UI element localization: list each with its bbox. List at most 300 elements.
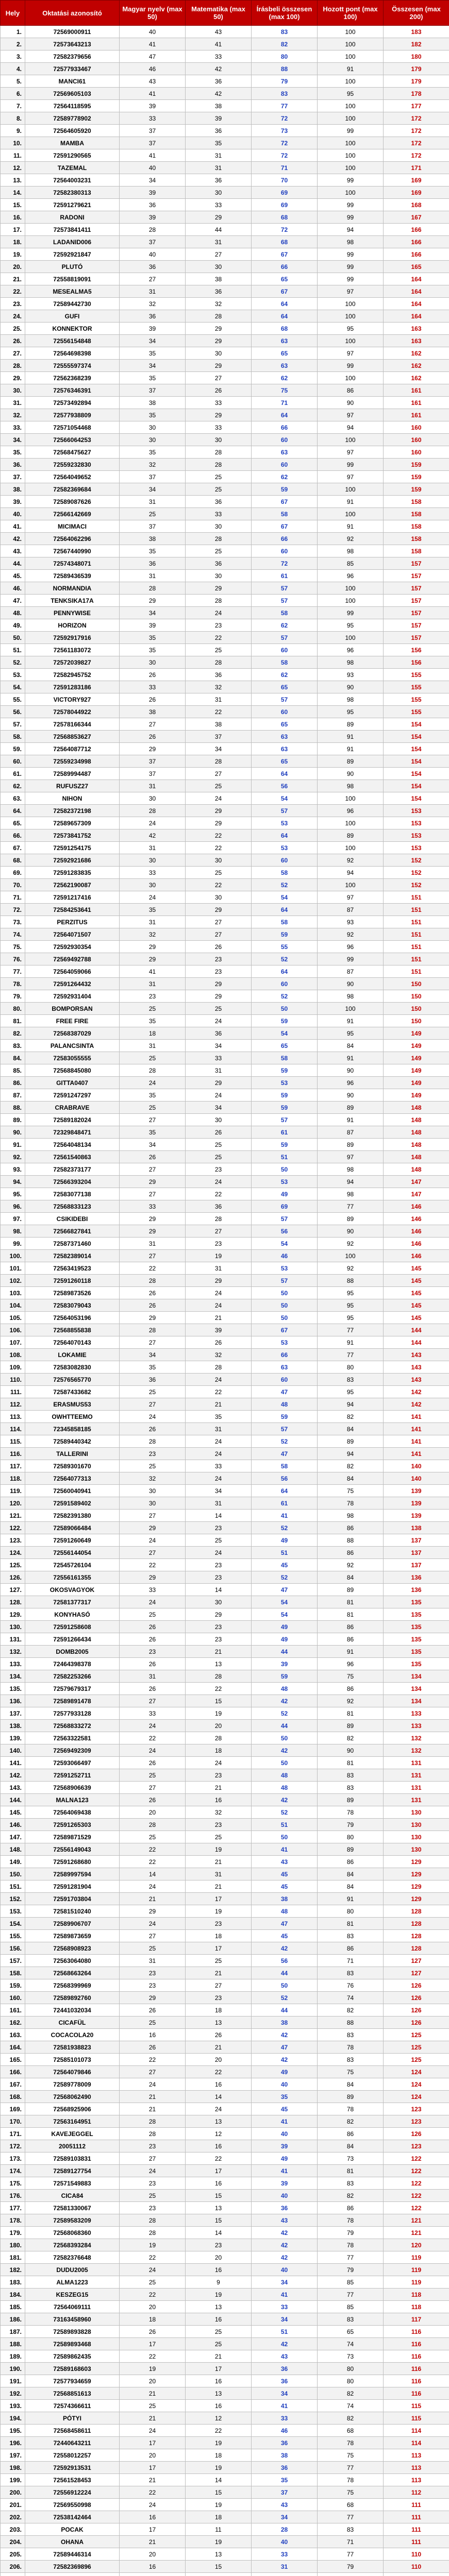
osszes-cell: 157 [384,619,449,632]
code-cell: 72562190087 [25,879,120,891]
code-cell: ERASMUS53 [25,1398,120,1411]
table-row [1,508,449,520]
code-cell: 72591279621 [25,199,120,211]
code-cell: 72589087626 [25,496,120,508]
osszes-cell: 147 [384,1188,449,1200]
rank-cell: 97. [1,1213,25,1225]
osszes-cell: 115 [384,2412,449,2425]
matek-cell: 19 [186,1707,252,1720]
table-row [1,2276,449,2289]
osszes-cell: 129 [384,1868,449,1880]
irasbeli-cell: 55 [252,941,318,953]
table-row [1,1163,449,1176]
table-row [1,1769,449,1782]
hozott-cell: 99 [318,360,384,372]
osszes-cell: 157 [384,632,449,644]
irasbeli-cell: 38 [252,2449,318,2462]
rank-cell: 162. [1,2016,25,2029]
magyar-cell: 22 [120,2350,186,2363]
code-cell: 72556154848 [25,335,120,347]
rank-cell: 51. [1,644,25,656]
osszes-cell: 148 [384,1126,449,1139]
rank-cell: 117. [1,1460,25,1472]
matek-cell: 32 [186,1349,252,1361]
matek-cell: 18 [186,2511,252,2523]
matek-cell: 14 [186,2227,252,2239]
magyar-cell: 37 [120,755,186,768]
rank-cell: 198. [1,2462,25,2474]
irasbeli-cell: 47 [252,1918,318,1930]
magyar-cell: 22 [120,1856,186,1868]
code-cell: 72573841411 [25,224,120,236]
rank-cell: 13. [1,174,25,187]
code-cell: 72589446314 [25,2548,120,2561]
matek-cell: 17 [186,1893,252,1905]
irasbeli-cell: 42 [252,2239,318,2251]
code-cell: 72564070143 [25,1336,120,1349]
magyar-cell: 34 [120,483,186,496]
hozott-cell: 95 [318,1299,384,1312]
rank-cell: 182. [1,2264,25,2276]
hozott-cell: 89 [318,1101,384,1114]
table-row [1,817,449,829]
osszes-cell: 130 [384,1806,449,1819]
table-row [1,26,449,38]
irasbeli-cell: 66 [252,421,318,434]
table-row [1,1880,449,1893]
osszes-cell: 128 [384,1942,449,1955]
table-row [1,1497,449,1510]
matek-cell: 25 [186,1151,252,1163]
osszes-cell: 131 [384,1757,449,1769]
osszes-cell: 132 [384,1732,449,1744]
hozott-cell: 90 [318,1064,384,1077]
irasbeli-cell: 68 [252,211,318,224]
osszes-cell: 111 [384,2511,449,2523]
osszes-cell: 145 [384,1299,449,1312]
osszes-cell: 172 [384,149,449,162]
matek-cell: 28 [186,533,252,545]
code-cell: NORMANDIA [25,582,120,595]
code-cell: FREE FIRE [25,1015,120,1027]
hozott-cell: 100 [318,842,384,854]
matek-cell: 36 [186,174,252,187]
hozott-cell: 100 [318,298,384,310]
matek-cell: 13 [186,2115,252,2128]
code-cell: 72574348071 [25,557,120,570]
rank-cell: 172. [1,2140,25,2153]
table-row [1,2486,449,2499]
rank-cell: 49. [1,619,25,632]
magyar-cell: 28 [120,224,186,236]
magyar-cell: 27 [120,1250,186,1262]
hozott-cell: 88 [318,2016,384,2029]
code-cell: 72582373177 [25,1163,120,1176]
magyar-cell: 35 [120,372,186,384]
matek-cell: 29 [186,211,252,224]
rank-cell: 2. [1,38,25,50]
osszes-cell: 149 [384,1089,449,1101]
code-cell: KESZEG15 [25,2289,120,2301]
hozott-cell: 78 [318,2239,384,2251]
osszes-cell: 178 [384,88,449,100]
code-cell: 72577933467 [25,63,120,75]
irasbeli-cell: 54 [252,792,318,805]
matek-cell: 14 [186,2474,252,2486]
irasbeli-cell: 66 [252,261,318,273]
osszes-cell: 120 [384,2239,449,2251]
irasbeli-cell: 48 [252,1683,318,1695]
rank-cell: 57. [1,718,25,731]
osszes-cell: 128 [384,1905,449,1918]
magyar-cell: 21 [120,2103,186,2115]
matek-cell: 23 [186,2239,252,2251]
rank-cell: 16. [1,211,25,224]
rank-cell: 19. [1,248,25,261]
code-cell: 72591247297 [25,1089,120,1101]
table-row [1,1942,449,1955]
magyar-cell: 39 [120,187,186,199]
irasbeli-cell: 42 [252,1744,318,1757]
magyar-cell: 23 [120,2140,186,2153]
code-cell: PLUTÓ [25,261,120,273]
irasbeli-cell: 51 [252,1547,318,1559]
irasbeli-cell: 60 [252,1374,318,1386]
table-row [1,2239,449,2251]
table-row [1,446,449,459]
code-cell: OHANA [25,2536,120,2548]
matek-cell: 18 [186,2004,252,2016]
code-cell: 72564048134 [25,1139,120,1151]
table-row [1,2326,449,2338]
magyar-cell: 35 [120,446,186,459]
code-cell: 72589871529 [25,1831,120,1843]
table-row [1,2548,449,2561]
osszes-cell: 163 [384,323,449,335]
magyar-cell: 17 [120,2523,186,2536]
hozott-cell: 78 [318,2041,384,2054]
magyar-cell: 23 [120,2202,186,2214]
magyar-cell: 25 [120,1942,186,1955]
table-row [1,63,449,75]
irasbeli-cell: 36 [252,2375,318,2387]
irasbeli-cell: 60 [252,545,318,557]
matek-cell: 31 [186,1497,252,1510]
matek-cell: 36 [186,75,252,88]
magyar-cell: 27 [120,1336,186,1349]
hozott-cell: 100 [318,1003,384,1015]
osszes-cell: 112 [384,2486,449,2499]
hozott-cell: 92 [318,1262,384,1275]
matek-cell: 35 [186,1411,252,1423]
table-row [1,149,449,162]
matek-cell: 34 [186,1101,252,1114]
osszes-cell: 145 [384,1287,449,1299]
matek-cell: 31 [186,1064,252,1077]
magyar-cell: 34 [120,1139,186,1151]
irasbeli-cell: 61 [252,1126,318,1139]
hozott-cell: 73 [318,2153,384,2165]
osszes-cell: 172 [384,137,449,149]
hozott-cell: 80 [318,2375,384,2387]
table-row [1,2153,449,2165]
matek-cell: 25 [186,2338,252,2350]
magyar-cell: 24 [120,2499,186,2511]
rank-cell: 129. [1,1608,25,1621]
matek-cell: 22 [186,2425,252,2437]
irasbeli-cell: 47 [252,1386,318,1398]
osszes-cell: 135 [384,1621,449,1633]
table-row [1,854,449,867]
table-row [1,1732,449,1744]
rank-cell: 23. [1,298,25,310]
rank-cell: 202. [1,2511,25,2523]
magyar-cell: 25 [120,1608,186,1621]
hozott-cell: 75 [318,2449,384,2462]
irasbeli-cell: 59 [252,1139,318,1151]
table-row [1,1992,449,2004]
magyar-cell: 35 [120,632,186,644]
rank-cell: 142. [1,1769,25,1782]
code-cell: 72589301670 [25,1460,120,1472]
code-cell: 72589778009 [25,2078,120,2091]
code-cell: 72582369684 [25,483,120,496]
rank-cell: 65. [1,817,25,829]
rank-cell: 10. [1,137,25,149]
rank-cell: 128. [1,1596,25,1608]
hozott-cell: 89 [318,1720,384,1732]
code-cell: 72569605103 [25,88,120,100]
matek-cell: 29 [186,360,252,372]
osszes-cell: 162 [384,347,449,360]
table-row [1,904,449,916]
matek-cell: 35 [186,137,252,149]
matek-cell: 24 [186,1176,252,1188]
matek-cell: 24 [186,1299,252,1312]
rank-cell: 161. [1,2004,25,2016]
matek-cell: 27 [186,1979,252,1992]
irasbeli-cell: 42 [252,1695,318,1707]
magyar-cell: 46 [120,63,186,75]
code-cell: 72583079043 [25,1299,120,1312]
hozott-cell: 84 [318,2078,384,2091]
hozott-cell: 77 [318,1349,384,1361]
osszes-cell: 114 [384,2425,449,2437]
magyar-cell: 24 [120,1880,186,1893]
code-cell: 72568845080 [25,1064,120,1077]
irasbeli-cell: 54 [252,891,318,904]
code-cell: 72591703804 [25,1893,120,1905]
magyar-cell: 36 [120,557,186,570]
hozott-cell: 98 [318,545,384,557]
irasbeli-cell: 50 [252,1757,318,1769]
rank-cell: 44. [1,557,25,570]
osszes-cell: 151 [384,953,449,965]
table-row [1,755,449,768]
table-row [1,75,449,88]
irasbeli-cell: 42 [252,2029,318,2041]
matek-cell: 26 [186,941,252,953]
code-cell: 72572039827 [25,656,120,669]
table-row [1,335,449,347]
matek-cell: 24 [186,1448,252,1460]
osszes-cell: 156 [384,656,449,669]
magyar-cell: 26 [120,1621,186,1633]
table-row [1,459,449,471]
osszes-cell: 150 [384,990,449,1003]
hozott-cell: 98 [318,1188,384,1200]
table-row [1,978,449,990]
magyar-cell: 25 [120,1052,186,1064]
rank-cell: 45. [1,570,25,582]
magyar-cell: 43 [120,75,186,88]
magyar-cell: 38 [120,397,186,409]
table-row [1,1510,449,1522]
code-cell: 72556161355 [25,1571,120,1584]
irasbeli-cell: 60 [252,644,318,656]
irasbeli-cell: 50 [252,1163,318,1176]
code-cell: 72589892760 [25,1992,120,2004]
magyar-cell: 21 [120,1893,186,1905]
osszes-cell [384,2573,449,2576]
hozott-cell: 68 [318,2499,384,2511]
irasbeli-cell: 43 [252,2214,318,2227]
osszes-cell: 165 [384,261,449,273]
hozott-cell: 96 [318,570,384,582]
irasbeli-cell: 52 [252,1435,318,1448]
hozott-cell: 74 [318,1992,384,2004]
hozott-cell: 82 [318,2115,384,2128]
matek-cell: 23 [186,1769,252,1782]
osszes-cell: 139 [384,1497,449,1510]
magyar-cell: 34 [120,335,186,347]
osszes-cell: 118 [384,2289,449,2301]
irasbeli-cell: 59 [252,1015,318,1027]
table-row [1,953,449,965]
rank-cell: 100. [1,1250,25,1262]
magyar-cell [120,2573,186,2576]
rank-cell: 200. [1,2486,25,2499]
hozott-cell: 75 [318,2066,384,2078]
code-cell: 72566827841 [25,1225,120,1238]
matek-cell: 25 [186,1831,252,1843]
table-row [1,285,449,298]
table-row [1,2103,449,2115]
irasbeli-cell [252,2573,318,2576]
irasbeli-cell: 48 [252,1769,318,1782]
table-row [1,1868,449,1880]
irasbeli-cell: 77 [252,100,318,112]
code-cell: 72589583209 [25,2214,120,2227]
osszes-cell: 131 [384,1782,449,1794]
code-cell: 72578044922 [25,706,120,718]
osszes-cell: 163 [384,335,449,347]
osszes-cell: 143 [384,1349,449,1361]
matek-cell: 32 [186,298,252,310]
rank-cell: 206. [1,2561,25,2573]
code-cell: 72577934659 [25,2375,120,2387]
table-row [1,1275,449,1287]
matek-cell: 13 [186,1658,252,1670]
irasbeli-cell: 66 [252,1349,318,1361]
magyar-cell: 21 [120,2536,186,2548]
irasbeli-cell: 53 [252,817,318,829]
hozott-cell: 84 [318,2140,384,2153]
code-cell: TAZEMAL [25,162,120,174]
hozott-cell: 77 [318,1200,384,1213]
matek-cell: 23 [186,1621,252,1633]
hozott-cell: 80 [318,1831,384,1843]
hozott-cell: 100 [318,26,384,38]
irasbeli-cell: 57 [252,1275,318,1287]
osszes-cell: 123 [384,2115,449,2128]
hozott-cell: 84 [318,1868,384,1880]
hozott-cell: 82 [318,1411,384,1423]
matek-cell: 23 [186,1819,252,1831]
magyar-cell: 35 [120,409,186,421]
irasbeli-cell: 34 [252,2387,318,2400]
osszes-cell: 128 [384,1918,449,1930]
rank-cell: 170. [1,2115,25,2128]
code-cell: 72582372198 [25,805,120,817]
irasbeli-cell: 72 [252,149,318,162]
osszes-cell: 154 [384,768,449,780]
code-cell: PALANCSINTA [25,1040,120,1052]
irasbeli-cell: 28 [252,2523,318,2536]
rank-cell: 193. [1,2400,25,2412]
table-row [1,1683,449,1695]
rank-cell: 80. [1,1003,25,1015]
rank-cell: 133. [1,1658,25,1670]
header-osszes: Összesen (max 200) [384,1,449,26]
osszes-cell: 116 [384,2326,449,2338]
table-row [1,273,449,285]
irasbeli-cell: 69 [252,1200,318,1213]
hozott-cell: 90 [318,1744,384,1757]
rank-cell: 20. [1,261,25,273]
table-row [1,236,449,248]
hozott-cell: 98 [318,780,384,792]
irasbeli-cell: 64 [252,310,318,323]
hozott-cell: 90 [318,1225,384,1238]
matek-cell: 22 [186,632,252,644]
table-row [1,397,449,409]
hozott-cell: 84 [318,1880,384,1893]
hozott-cell: 95 [318,1027,384,1040]
table-row [1,1707,449,1720]
hozott-cell: 100 [318,137,384,149]
hozott-cell: 81 [318,1707,384,1720]
osszes-cell: 130 [384,1831,449,1843]
magyar-cell: 30 [120,879,186,891]
matek-cell: 15 [186,2561,252,2573]
matek-cell: 28 [186,310,252,323]
hozott-cell: 100 [318,582,384,595]
code-cell: 72564003231 [25,174,120,187]
rank-cell: 174. [1,2165,25,2177]
magyar-cell: 39 [120,100,186,112]
rank-cell: 38. [1,483,25,496]
hozott-cell: 95 [318,323,384,335]
rank-cell: 171. [1,2128,25,2140]
osszes-cell: 157 [384,595,449,607]
rank-cell: 173. [1,2153,25,2165]
hozott-cell: 85 [318,557,384,570]
hozott-cell: 86 [318,1547,384,1559]
table-row [1,780,449,792]
code-cell: 72562368239 [25,372,120,384]
osszes-cell: 154 [384,755,449,768]
